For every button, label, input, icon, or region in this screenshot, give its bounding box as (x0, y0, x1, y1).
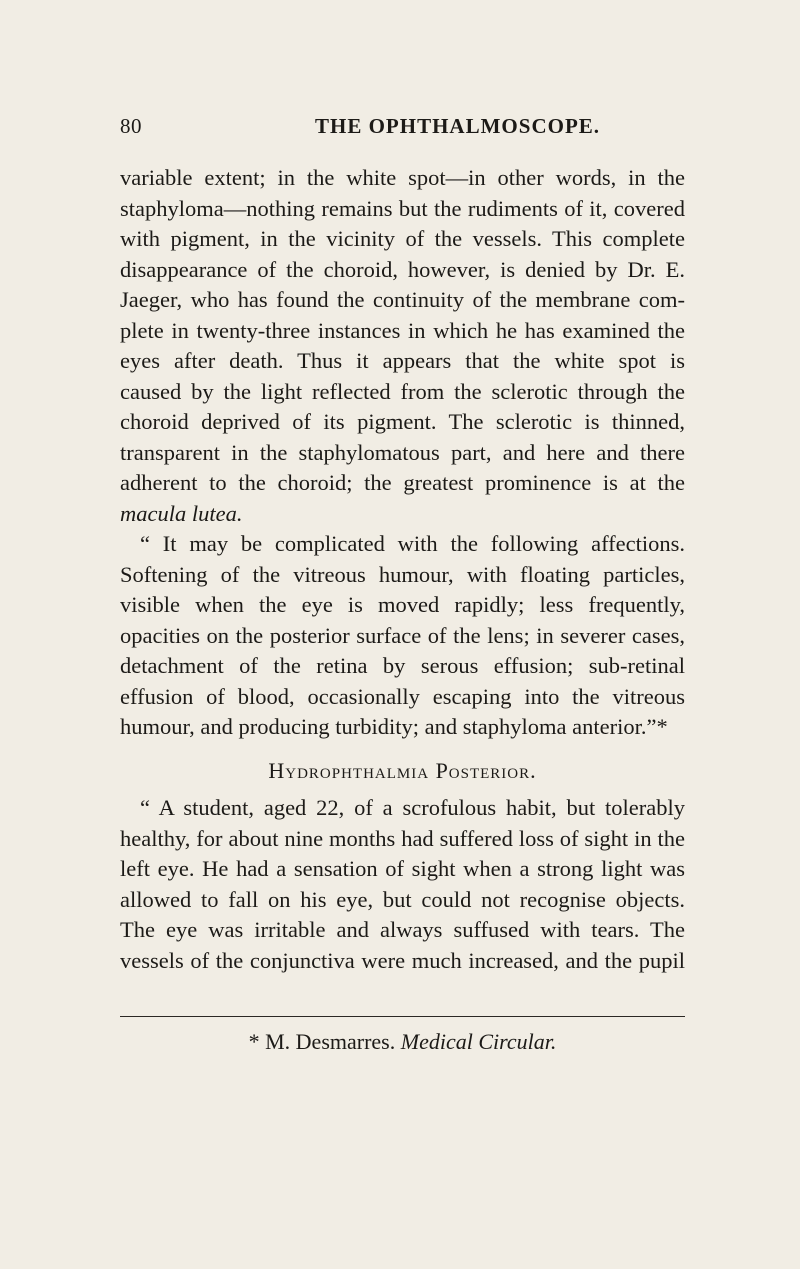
case-text-block (120, 793, 685, 976)
text-line: staphyloma—nothing remains but the rudiments of it, covered (120, 195, 685, 221)
footnote (120, 1029, 685, 1055)
text-line: Softening of the vitreous humour, with floating particles, (120, 561, 685, 587)
text-line: disappearance of the choroid, however, is denied by Dr. E. (120, 256, 685, 282)
text-line: caused by the light reflected from the sclerotic through the (120, 378, 685, 404)
section-heading: Hydrophthalmia Posterior. (268, 758, 537, 783)
text-line: effusion of blood, occasionally escaping into the vitreous (120, 683, 685, 709)
running-title: THE OPHTHALMOSCOPE. (315, 114, 601, 138)
text-line-italic (120, 499, 685, 530)
text-line: plete in twenty-three instances in which he has examined the (120, 317, 685, 343)
text-line: left eye. He had a sensation of sight when a strong light was (120, 856, 685, 881)
text-line: choroid deprived of its pigment. The sclerotic is thinned, (120, 409, 685, 434)
text-line: variable extent; in the white spot—in other words, in the (120, 165, 685, 190)
text-line: allowed to fall on his eye, but could not recognise objects. (120, 886, 685, 912)
footnote-author: * M. Desmarres. (248, 1029, 396, 1054)
text-line: The eye was irritable and always suffused with tears. The (120, 917, 685, 942)
text-line: detachment of the retina by serous effusion; sub-retinal (120, 653, 685, 678)
footnote-divider (120, 1016, 685, 1017)
text-line: “ A student, aged 22, of a scrofulous habit, but tolerably (140, 795, 685, 820)
text-line: “ It may be complicated with the following affections. (140, 531, 685, 556)
text-line: healthy, for about nine months had suffered loss of sight in the (120, 825, 685, 851)
page-number: 80 (120, 114, 142, 138)
text-line: Jaeger, who has found the continuity of the membrane com- (120, 287, 685, 312)
text-line: opacities on the posterior surface of the lens; in severer cases, (120, 622, 685, 648)
text-line: visible when the eye is moved rapidly; less frequently, (120, 592, 685, 617)
text-line: humour, and producing turbidity; and staphyloma anterior.”* (120, 714, 668, 739)
text-line: transparent in the staphylomatous part, and here and there (120, 439, 685, 465)
italic-term: macula lutea. (120, 500, 243, 526)
page-header (120, 114, 680, 144)
text-line: eyes after death. Thus it appears that the white spot is (120, 348, 685, 373)
text-line: adherent to the choroid; the greatest prominence is at the (120, 470, 685, 495)
text-line: vessels of the conjunctiva were much increased, and the pupil (120, 947, 685, 973)
main-text-block (120, 163, 685, 743)
text-line: with pigment, in the vicinity of the vessels. This complete (120, 226, 685, 251)
footnote-source: Medical Circular. (400, 1029, 557, 1054)
